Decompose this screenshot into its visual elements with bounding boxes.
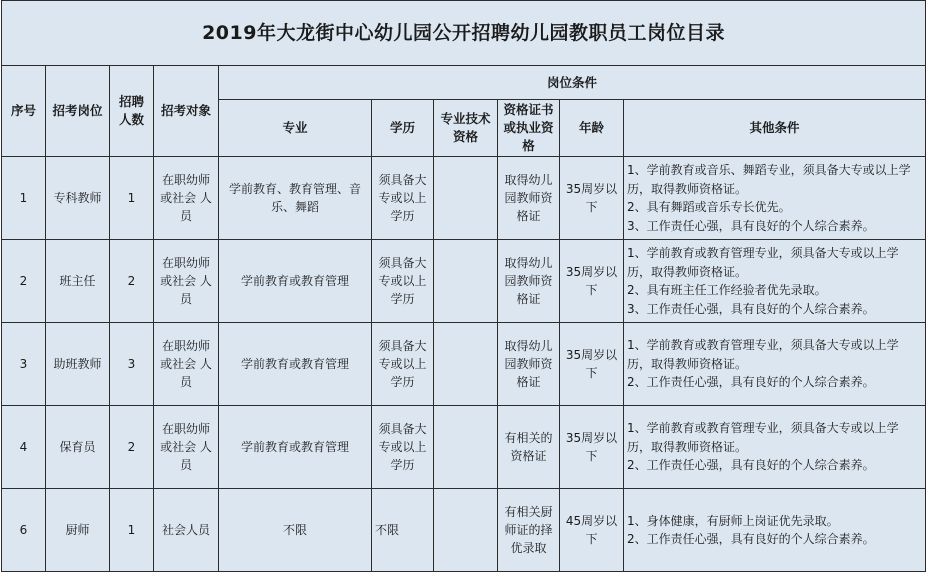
cell-seq: 6 bbox=[2, 489, 46, 572]
cell-seq: 2 bbox=[2, 240, 46, 323]
header-certificate: 资格证书或执业资格 bbox=[498, 100, 560, 157]
other-condition-line: 2、工作责任心强，具有良好的个人综合素养。 bbox=[627, 375, 875, 390]
cell-tech-title bbox=[434, 323, 498, 406]
cell-count: 1 bbox=[110, 489, 154, 572]
cell-certificate: 取得幼儿园教师资格证 bbox=[498, 323, 560, 406]
cell-tech-title bbox=[434, 489, 498, 572]
cell-count: 3 bbox=[110, 323, 154, 406]
table-row bbox=[2, 323, 926, 406]
cell-target: 在职幼师或社会 人员 bbox=[154, 323, 219, 406]
cell-major: 不限 bbox=[219, 489, 372, 572]
cell-seq: 4 bbox=[2, 406, 46, 489]
cell-age: 35周岁以下 bbox=[560, 406, 624, 489]
recruitment-table bbox=[1, 0, 926, 572]
other-condition-line: 2、工作责任心强，具有良好的个人综合素养。 bbox=[627, 458, 875, 473]
cell-certificate: 有相关厨师证的择优录取 bbox=[498, 489, 560, 572]
table-title: 2019年大龙街中心幼儿园公开招聘幼儿园教职员工岗位目录 bbox=[2, 1, 926, 66]
table-row bbox=[2, 157, 926, 240]
other-condition-line: 1、身体健康，有厨师上岗证优先录取。 bbox=[627, 513, 839, 528]
table-body bbox=[2, 157, 926, 572]
cell-seq: 1 bbox=[2, 157, 46, 240]
other-condition-line: 1、学前教育或教育管理专业，须具备大专或以上学历，取得教师资格证。 bbox=[627, 338, 899, 371]
cell-age: 45周岁以下 bbox=[560, 489, 624, 572]
cell-education: 须具备大专或以上学历 bbox=[372, 240, 434, 323]
cell-major: 学前教育或教育管理 bbox=[219, 406, 372, 489]
cell-certificate: 有相关的资格证 bbox=[498, 406, 560, 489]
cell-position: 助班教师 bbox=[46, 323, 110, 406]
other-condition-line: 3、工作责任心强，具有良好的个人综合素养。 bbox=[627, 218, 875, 233]
cell-target: 在职幼师或社会 人员 bbox=[154, 157, 219, 240]
header-seq: 序号 bbox=[2, 66, 46, 157]
cell-education: 不限 bbox=[372, 489, 434, 572]
cell-count: 2 bbox=[110, 406, 154, 489]
header-target: 招考对象 bbox=[154, 66, 219, 157]
cell-education: 须具备大专或以上学历 bbox=[372, 406, 434, 489]
cell-seq: 3 bbox=[2, 323, 46, 406]
cell-target: 在职幼师或社会 人员 bbox=[154, 406, 219, 489]
cell-certificate: 取得幼儿园教师资格证 bbox=[498, 240, 560, 323]
cell-other bbox=[624, 240, 926, 323]
cell-position: 专科教师 bbox=[46, 157, 110, 240]
table-row bbox=[2, 489, 926, 572]
cell-other bbox=[624, 489, 926, 572]
other-condition-line: 3、工作责任心强，具有良好的个人综合素养。 bbox=[627, 301, 875, 316]
cell-count: 2 bbox=[110, 240, 154, 323]
cell-count: 1 bbox=[110, 157, 154, 240]
cell-education: 须具备大专或以上学历 bbox=[372, 323, 434, 406]
cell-target: 在职幼师或社会 人员 bbox=[154, 240, 219, 323]
cell-education: 须具备大专或以上学历 bbox=[372, 157, 434, 240]
cell-position: 班主任 bbox=[46, 240, 110, 323]
table-row bbox=[2, 406, 926, 489]
header-other: 其他条件 bbox=[624, 100, 926, 157]
header-conditions: 岗位条件 bbox=[219, 66, 926, 100]
other-condition-line: 1、学前教育或教育管理专业，须具备大专或以上学历，取得教师资格证。 bbox=[627, 246, 899, 279]
other-condition-line: 2、具有班主任工作经验者优先录取。 bbox=[627, 283, 827, 297]
other-condition-line: 1、学前教育或音乐、舞蹈专业，须具备大专或以上学历，取得教师资格证。 bbox=[627, 163, 911, 196]
header-count: 招聘人数 bbox=[110, 66, 154, 157]
header-major: 专业 bbox=[219, 100, 372, 157]
cell-tech-title bbox=[434, 157, 498, 240]
cell-tech-title bbox=[434, 406, 498, 489]
cell-other bbox=[624, 406, 926, 489]
cell-position: 保育员 bbox=[46, 406, 110, 489]
cell-age: 35周岁以下 bbox=[560, 323, 624, 406]
cell-target: 社会人员 bbox=[154, 489, 219, 572]
other-condition-line: 2、具有舞蹈或音乐专长优先。 bbox=[627, 200, 791, 214]
header-tech-title: 专业技术资格 bbox=[434, 100, 498, 157]
table-row bbox=[2, 240, 926, 323]
cell-major: 学前教育或教育管理 bbox=[219, 240, 372, 323]
cell-age: 35周岁以下 bbox=[560, 240, 624, 323]
header-position: 招考岗位 bbox=[46, 66, 110, 157]
header-age: 年龄 bbox=[560, 100, 624, 157]
cell-other bbox=[624, 323, 926, 406]
header-education: 学历 bbox=[372, 100, 434, 157]
cell-major: 学前教育或教育管理 bbox=[219, 323, 372, 406]
cell-position: 厨师 bbox=[46, 489, 110, 572]
cell-other bbox=[624, 157, 926, 240]
cell-age: 35周岁以下 bbox=[560, 157, 624, 240]
other-condition-line: 1、学前教育或教育管理专业，须具备大专或以上学历，取得教师资格证。 bbox=[627, 421, 899, 454]
cell-tech-title bbox=[434, 240, 498, 323]
other-condition-line: 2、工作责任心强，具有良好的个人综合素养。 bbox=[627, 532, 875, 546]
cell-certificate: 取得幼儿园教师资格证 bbox=[498, 157, 560, 240]
cell-major: 学前教育、教育管理、音乐、舞蹈 bbox=[219, 157, 372, 240]
